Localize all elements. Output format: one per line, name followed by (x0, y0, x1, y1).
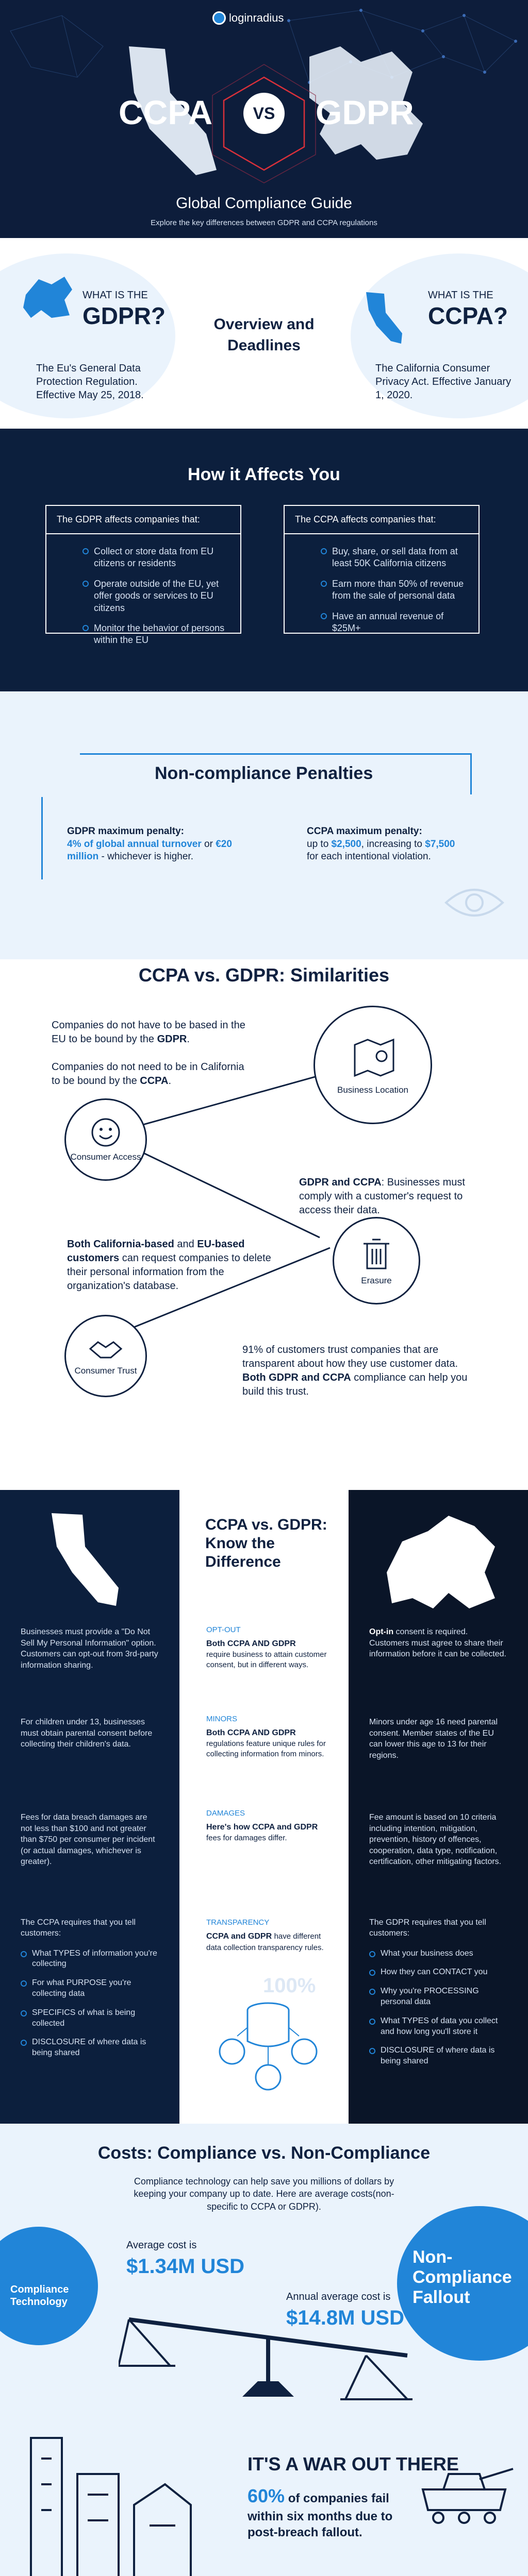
hero-section (0, 0, 528, 238)
california-silhouette (41, 1511, 134, 1608)
costs-section (0, 2124, 528, 2417)
eu-map-icon (15, 269, 77, 326)
city-buildings-icon (21, 2417, 227, 2576)
list-item: Buy, share, or sell data from at least 50K California citizens (321, 546, 468, 570)
compliance-tech-badge: Compliance Technology (0, 2227, 98, 2345)
handshake-icon (88, 1336, 124, 1362)
gdpr-what-label: WHAT IS THE (82, 290, 148, 301)
list-item: Monitor the behavior of persons within the EU (82, 622, 230, 647)
war-section (0, 2417, 528, 2576)
location-text-1: Companies do not have to be based in the EU to be bound by the GDPR. (52, 1020, 245, 1045)
penalties-section (0, 691, 528, 959)
ccpa-minors-text: For children under 13, businesses must obtain parental consent before collecting their children's data. (21, 1718, 153, 1749)
optout-mid: OPT-OUT Both CCPA AND GDPR require business to attain customer consent, but in different ways. (206, 1625, 327, 1670)
location-text-2: Companies do not need to be in California to be bound by the CCPA. (52, 1061, 244, 1087)
eye-icon (443, 882, 505, 923)
avg-cost-value: $1.34M USD (126, 2255, 244, 2278)
overview-section (0, 238, 528, 429)
ccpa-penalty: CCPA maximum penalty: up to $2,500, increasing to $7,500 for each intentional violation. (307, 826, 455, 862)
vs-badge: VS (243, 93, 285, 134)
affects-title: How it Affects You (188, 465, 340, 484)
trash-icon (361, 1235, 392, 1272)
ccpa-damages-text: Fees for data breach damages are not less than $100 and not greater than $750 per consumer per incident (or actual damages, whichever is greater). (21, 1813, 155, 1867)
ccpa-transparency: The CCPA requires that you tell customers: What TYPES of information you're collecting For what PURPOSE you're collecting data SPECIFICS of what is being collected DISCLOSURE of where data is being shared (21, 1918, 160, 2067)
gdpr-affects-head: The GDPR affects companies that: (46, 506, 240, 534)
consumer-trust-circle: Consumer Trust (64, 1315, 147, 1397)
page-title: Global Compliance Guide (176, 195, 352, 212)
fallout-badge: Non-Compliance Fallout (397, 2206, 528, 2361)
minors-mid: MINORS Both CCPA AND GDPR regulations feature unique rules for collecting information from minors. (206, 1715, 326, 1759)
list-item: DISCLOSURE of where data is being shared (369, 2045, 508, 2067)
penalties-title: Non-compliance Penalties (155, 764, 373, 783)
access-text: GDPR and CCPA: Businesses must comply with a customer's request to access their data. (299, 1177, 465, 1216)
war-stat: 60% of companies fail within six months due to post-breach fallout. (248, 2485, 393, 2539)
trust-text: 91% of customers trust companies that are transparent about how they use customer data. Both GDPR and CCPA compliance can help you build this trust. (242, 1344, 468, 1397)
costs-intro: Compliance technology can help save you millions of dollars by keeping your company up to date. Here are average costs(non-specific to CCPA or GDPR). (134, 2176, 394, 2212)
gdpr-transparency: The GDPR requires that you tell customers: What your business does How they can CONTACT you Why you're PROCESSING personal data What TYPES of data you collect and how long you'll store it DISCLOSURE of where data is being shared (369, 1918, 508, 2075)
list-item: What TYPES of data you collect and how long you'll store it (369, 2016, 508, 2038)
list-item: Operate outside of the EU, yet offer goods or services to EU citizens (82, 578, 230, 614)
percent-watermark: 100% (263, 1974, 316, 1997)
list-item: How they can CONTACT you (369, 1967, 508, 1978)
database-icon (206, 1974, 330, 2093)
ccpa-affects-head: The CCPA affects companies that: (285, 506, 478, 534)
gdpr-damages-text: Fee amount is based on 10 criteria including intention, mitigation, prevention, history of offences, cooperation, data type, notification, certification, other mitigating factors. (369, 1813, 502, 1867)
ccpa-optout-text: Businesses must provide a "Do Not Sell My Personal Information" option. Customers can opt-out from 3rd-party information sharing. (21, 1628, 158, 1670)
differences-section (0, 1490, 528, 2124)
damages-mid: DAMAGES Here's how CCPA and GDPR fees for damages differ. (206, 1809, 318, 1842)
logo-text: loginradius (229, 11, 284, 24)
costs-title: Costs: Compliance vs. Non-Compliance (97, 2143, 431, 2163)
gdpr-overview-desc: The Eu's General Data Protection Regulation. Effective May 25, 2018. (36, 363, 144, 401)
list-item: What your business does (369, 1948, 508, 1959)
list-item: SPECIFICS of what is being collected (21, 2008, 160, 2029)
list-item: For what PURPOSE you're collecting data (21, 1978, 160, 1999)
data-transparency-graphic (206, 1974, 330, 2093)
europe-silhouette (371, 1511, 505, 1614)
transparency-mid: TRANSPARENCY CCPA and GDPR have different data collection transparency rules. (206, 1918, 324, 1952)
similarities-title: CCPA vs. GDPR: Similarities (138, 964, 390, 986)
header-logo[interactable] (212, 11, 284, 25)
map-pin-icon (350, 1035, 396, 1081)
gdpr-overview-title: GDPR? (82, 302, 166, 329)
overview-title: Overview and Deadlines (213, 316, 315, 354)
list-item: What TYPES of information you're collecting (21, 1948, 160, 1970)
ccpa-overview-desc: The California Consumer Privacy Act. Effective January 1, 2020. (375, 363, 512, 401)
page-subtitle: Explore the key differences between GDPR and CCPA regulations (151, 218, 377, 227)
business-location-circle: Business Location (314, 1006, 432, 1124)
similarities-section (0, 959, 528, 1490)
smiley-icon (90, 1117, 121, 1148)
gdpr-affects-list (46, 534, 240, 647)
ccpa-what-label: WHAT IS THE (428, 290, 493, 301)
gdpr-minors-text: Minors under age 16 need parental consent. Member states of the EU can lower this age to 13 for their regions. (369, 1718, 498, 1760)
erasure-circle: Erasure (333, 1217, 420, 1304)
logo-icon (212, 11, 226, 25)
gdpr-penalty: GDPR maximum penalty: 4% of global annual turnover or €20 million - whichever is higher. (67, 826, 232, 862)
ccpa-affects-box (284, 505, 480, 634)
penalties-frame-left (41, 797, 43, 879)
list-item: Have an annual revenue of $25M+ (321, 611, 468, 635)
list-item: Collect or store data from EU citizens or residents (82, 546, 230, 570)
ccpa-hero-title: CCPA (119, 93, 213, 131)
gdpr-optout-text: Opt-in consent is required. Customers must agree to share their information before it can be collected. (369, 1628, 506, 1659)
war-title: IT'S A WAR OUT THERE (248, 2453, 459, 2475)
list-item: Earn more than 50% of revenue from the sale of personal data (321, 578, 468, 602)
list-item: DISCLOSURE of where data is being shared (21, 2037, 160, 2059)
ccpa-affects-list (285, 534, 478, 634)
annual-cost-value: $14.8M USD (286, 2307, 404, 2329)
gdpr-hero-title: GDPR (316, 93, 414, 131)
avg-cost-label: Average cost is (126, 2240, 197, 2251)
california-map-icon (361, 290, 407, 346)
consumer-access-circle: Consumer Access (64, 1098, 147, 1181)
affects-section (0, 429, 528, 691)
differences-title: CCPA vs. GDPR: Know the Difference (205, 1516, 327, 1570)
gdpr-affects-box (45, 505, 241, 646)
annual-cost-label: Annual average cost is (286, 2291, 391, 2302)
erasure-text: Both California-based and EU-based customers can request companies to delete their personal information from the organization's database. (67, 1239, 271, 1292)
list-item: Why you're PROCESSING personal data (369, 1986, 508, 2008)
ccpa-overview-title: CCPA? (428, 302, 508, 329)
